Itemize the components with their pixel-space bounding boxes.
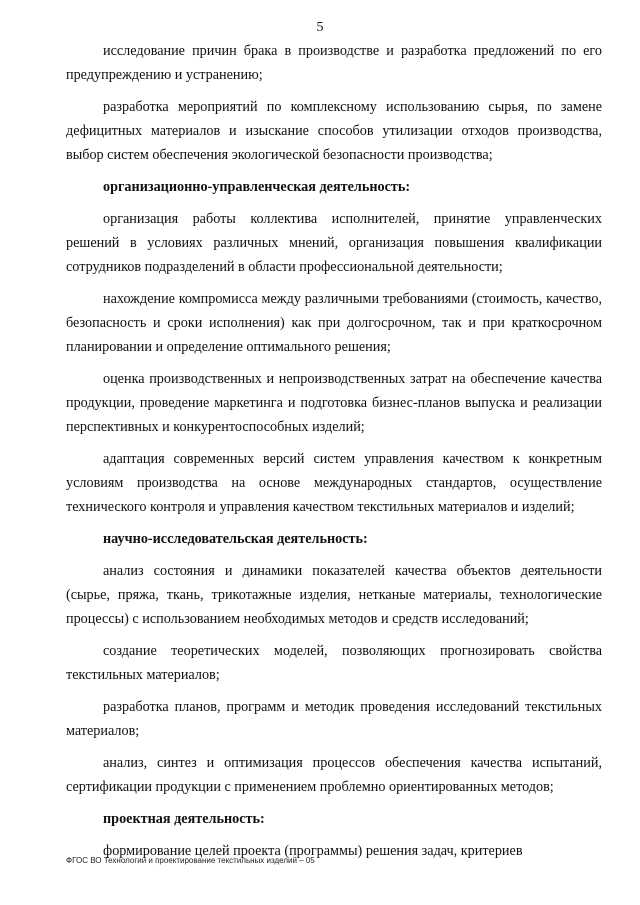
paragraph: анализ состояния и динамики показателей качества объектов деятельности (сырье, пряжа, ткань, трикотажные изделия, нетканые материалы, технологические процессы) с использованием необходимых методов и средств исследований;: [66, 563, 602, 627]
paragraph: оценка производственных и непроизводственных затрат на обеспечение качества продукции, проведение маркетинга и подготовка бизнес-планов выпуска и реализации перспективных и конкурентоспособных изделий;: [66, 371, 602, 435]
paragraph: анализ, синтез и оптимизация процессов обеспечения качества испытаний, сертификации продукции с применением проблемно ориентированных методов;: [66, 755, 602, 795]
section-heading: организационно-управленческая деятельность:: [103, 179, 411, 195]
paragraph: создание теоретических моделей, позволяющих прогнозировать свойства текстильных материалов;: [66, 643, 602, 683]
paragraph: нахождение компромисса между различными требованиями (стоимость, качество, безопасность и сроки исполнения) как при долгосрочном, так и при краткосрочном планировании и определение оптимального решения;: [66, 291, 602, 355]
page-footer: ФГОС ВО Технологии и проектирование текстильных изделий – 05: [66, 856, 315, 865]
paragraph: адаптация современных версий систем управления качеством к конкретным условиям производства на основе международных стандартов, осуществление технического контроля и управления качеством текстильных материалов и изделий;: [66, 451, 602, 515]
paragraph: исследование причин брака в производстве и разработка предложений по его предупреждению и устранению;: [66, 43, 602, 83]
section-heading: проектная деятельность:: [103, 811, 265, 827]
paragraph: разработка мероприятий по комплексному использованию сырья, по замене дефицитных материалов и изыскание способов утилизации отходов производства, выбор систем обеспечения экологической безопасности производства;: [66, 99, 602, 163]
paragraph: формирование целей проекта (программы) решения задач, критериев: [103, 843, 523, 859]
paragraph: разработка планов, программ и методик проведения исследований текстильных материалов;: [66, 699, 602, 739]
page-number: 5: [316, 20, 324, 35]
page-body: [66, 39, 602, 871]
paragraph: организация работы коллектива исполнителей, принятие управленческих решений в условиях различных мнений, организация повышения квалификации сотрудников подразделений в области профессиональной деятельности;: [66, 211, 602, 275]
section-heading: научно-исследовательская деятельность:: [103, 531, 368, 547]
